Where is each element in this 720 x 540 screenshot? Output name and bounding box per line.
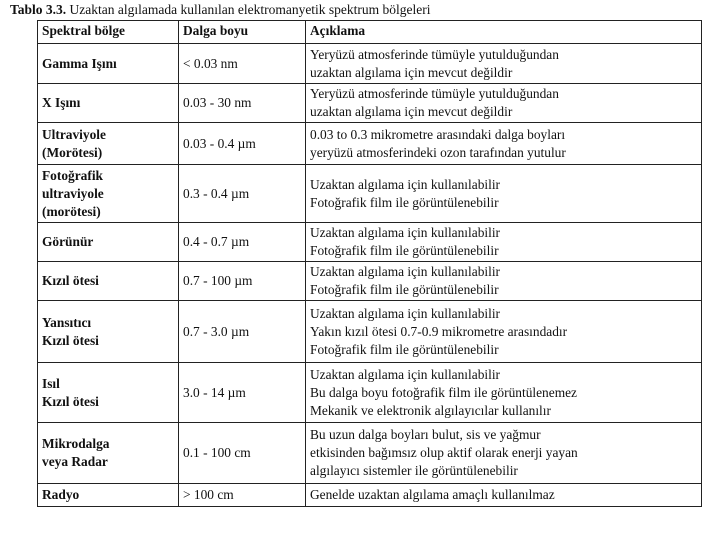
description-cell bbox=[306, 165, 702, 223]
region-line: Kızıl ötesi bbox=[42, 332, 99, 348]
region-line: Kızıl ötesi bbox=[42, 273, 99, 288]
description-line: uzaktan algılama için mevcut değildir bbox=[310, 104, 513, 119]
description-line: Mekanik ve elektronik algılayıcılar kullanılır bbox=[310, 402, 551, 418]
table-row bbox=[38, 301, 702, 363]
wavelength-cell: 0.7 - 100 µm bbox=[179, 262, 306, 301]
description-cell bbox=[306, 44, 702, 84]
description-line: Bu uzun dalga boyları bulut, sis ve yağmur bbox=[310, 427, 541, 442]
header-wavelength: Dalga boyu bbox=[179, 21, 306, 44]
description-line: uzaktan algılama için mevcut değildir bbox=[310, 64, 513, 80]
region-cell bbox=[38, 423, 179, 484]
description-line: yeryüzü atmosferindeki ozon tarafından yutulur bbox=[310, 144, 566, 160]
description-line: Uzaktan algılama için kullanılabilir bbox=[310, 225, 501, 240]
region-line: Isıl bbox=[42, 375, 60, 391]
region-line: Radyo bbox=[42, 487, 80, 502]
wavelength-cell: 0.3 - 0.4 µm bbox=[179, 165, 306, 223]
description-line: Genelde uzaktan algılama amaçlı kullanılmaz bbox=[310, 487, 555, 502]
region-line: Yansıtıcı bbox=[42, 314, 92, 330]
table-row bbox=[38, 423, 702, 484]
wavelength-cell: < 0.03 nm bbox=[179, 44, 306, 84]
description-line: Uzaktan algılama için kullanılabilir bbox=[310, 264, 501, 279]
description-line: algılayıcı sistemler ile görüntülenebilir bbox=[310, 463, 518, 478]
region-line: X Işını bbox=[42, 95, 81, 110]
caption-label: Tablo 3.3. bbox=[10, 2, 67, 17]
region-cell bbox=[38, 223, 179, 262]
table-row bbox=[38, 223, 702, 262]
description-line: Yakın kızıl ötesi 0.7-0.9 mikrometre arasındadır bbox=[310, 323, 568, 339]
region-line: Kızıl ötesi bbox=[42, 393, 99, 409]
table-caption bbox=[10, 2, 431, 18]
description-cell bbox=[306, 223, 702, 262]
header-region: Spektral bölge bbox=[38, 21, 179, 44]
region-line: Gamma Işını bbox=[42, 55, 117, 71]
description-line: etkisinden bağımsız olup aktif olarak enerji yayan bbox=[310, 445, 578, 460]
description-line: Fotoğrafik film ile görüntülenebilir bbox=[310, 243, 499, 258]
wavelength-cell: 0.03 - 0.4 µm bbox=[179, 123, 306, 165]
region-cell bbox=[38, 262, 179, 301]
wavelength-cell: 0.7 - 3.0 µm bbox=[179, 301, 306, 363]
description-line: 0.03 to 0.3 mikrometre arasındaki dalga boyları bbox=[310, 126, 566, 142]
description-cell bbox=[306, 363, 702, 423]
wavelength-cell: 0.1 - 100 cm bbox=[179, 423, 306, 484]
region-line: Mikrodalga bbox=[42, 436, 110, 451]
region-line: (Morötesi) bbox=[42, 144, 103, 160]
region-cell bbox=[38, 123, 179, 165]
description-line: Fotoğrafik film ile görüntülenebilir bbox=[310, 282, 499, 297]
description-cell bbox=[306, 423, 702, 484]
region-line: (morötesi) bbox=[42, 203, 101, 219]
region-line: ultraviyole bbox=[42, 185, 104, 201]
table-body bbox=[38, 44, 702, 507]
description-cell bbox=[306, 262, 702, 301]
description-cell bbox=[306, 123, 702, 165]
table-row bbox=[38, 84, 702, 123]
table-row bbox=[38, 123, 702, 165]
description-line: Fotoğrafik film ile görüntülenebilir bbox=[310, 341, 499, 357]
description-line: Bu dalga boyu fotoğrafik film ile görüntülenemez bbox=[310, 384, 577, 400]
wavelength-cell: > 100 cm bbox=[179, 484, 306, 507]
description-line: Uzaktan algılama için kullanılabilir bbox=[310, 305, 501, 321]
description-line: Uzaktan algılama için kullanılabilir bbox=[310, 366, 501, 382]
description-line: Yeryüzü atmosferinde tümüyle yutulduğundan bbox=[310, 86, 559, 101]
region-cell bbox=[38, 44, 179, 84]
spectrum-table bbox=[37, 20, 702, 507]
region-cell bbox=[38, 84, 179, 123]
description-line: Yeryüzü atmosferinde tümüyle yutulduğundan bbox=[310, 46, 559, 62]
wavelength-cell: 0.4 - 0.7 µm bbox=[179, 223, 306, 262]
table-row bbox=[38, 262, 702, 301]
table-row bbox=[38, 363, 702, 423]
region-line: Ultraviyole bbox=[42, 126, 106, 142]
region-line: Görünür bbox=[42, 234, 94, 249]
header-description: Açıklama bbox=[306, 21, 702, 44]
header-row bbox=[38, 21, 702, 44]
table-row bbox=[38, 484, 702, 507]
wavelength-cell: 3.0 - 14 µm bbox=[179, 363, 306, 423]
region-cell bbox=[38, 165, 179, 223]
description-cell bbox=[306, 84, 702, 123]
region-cell bbox=[38, 363, 179, 423]
region-line: veya Radar bbox=[42, 454, 108, 469]
description-line: Fotoğrafik film ile görüntülenebilir bbox=[310, 194, 499, 210]
caption-title: Uzaktan algılamada kullanılan elektromanyetik spektrum bölgeleri bbox=[69, 2, 431, 17]
region-line: Fotoğrafik bbox=[42, 167, 103, 183]
wavelength-cell: 0.03 - 30 nm bbox=[179, 84, 306, 123]
region-cell bbox=[38, 301, 179, 363]
description-line: Uzaktan algılama için kullanılabilir bbox=[310, 176, 501, 192]
table-row bbox=[38, 165, 702, 223]
region-cell bbox=[38, 484, 179, 507]
table-row bbox=[38, 44, 702, 84]
description-cell bbox=[306, 301, 702, 363]
description-cell bbox=[306, 484, 702, 507]
